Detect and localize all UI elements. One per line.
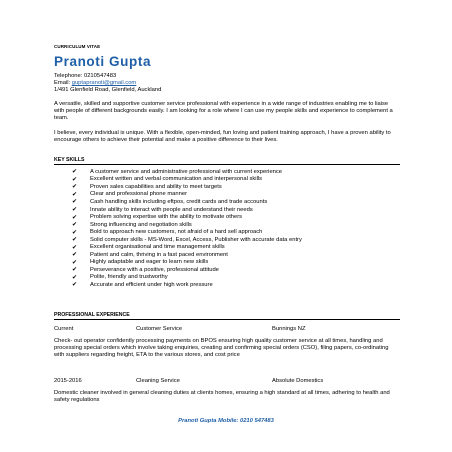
skill-item: [72, 259, 302, 267]
skill-text: Proven sales capabilities and ability to meet targets: [90, 183, 222, 190]
summary-paragraph-1: A versatile, skilled and supportive customer service professional with experience in a wide range of industries enabling me to liaise with people of different backgrounds easily. I am looking for a role where I can use my people skills and experience to complement a team.: [54, 101, 393, 122]
experience-divider: [54, 319, 400, 320]
candidate-name: Pranoti Gupta: [54, 54, 152, 69]
checkmark-icon: ✔: [72, 191, 78, 198]
footer-contact: Pranoti Gupta Mobile: 0210 547483: [178, 418, 274, 424]
skill-item: [72, 251, 302, 259]
job-1-period: Current: [54, 326, 74, 332]
skill-text: Accurate and efficient under high work pressure: [90, 281, 213, 288]
email-line: [54, 80, 136, 87]
skill-text: A customer service and administrative professional with current experience: [90, 168, 283, 175]
document-label: CURRICULUM VITAE: [54, 44, 101, 49]
key-skills-heading: KEY SKILLS: [54, 157, 85, 163]
email-link[interactable]: guptapranoti@gmail.com: [71, 80, 137, 86]
address-line: 1/491 Glenfield Road, Glenfield, Auckland: [54, 87, 162, 93]
checkmark-icon: ✔: [72, 169, 78, 176]
checkmark-icon: ✔: [72, 184, 78, 191]
checkmark-icon: ✔: [72, 267, 78, 274]
experience-heading: PROFESSIONAL EXPERIENCE: [54, 312, 130, 318]
skill-text: Solid computer skills - MS-Word, Excel, Access, Publisher with accurate data entry: [90, 236, 302, 243]
telephone-line: Telephone: 0210547483: [54, 73, 117, 79]
skill-text: Cash handling skills including eftpos, credit cards and trade accounts: [90, 198, 268, 205]
skill-text: Highly adaptable and eager to learn new skills: [90, 259, 209, 266]
job-1-role: Customer Service: [136, 326, 183, 332]
skill-item: [72, 168, 302, 176]
skill-text: Innate ability to interact with people and understand their needs: [90, 206, 253, 213]
checkmark-icon: ✔: [72, 282, 78, 289]
skill-item: [72, 191, 302, 199]
checkmark-icon: ✔: [72, 244, 78, 251]
skill-item: [72, 266, 302, 274]
skill-item: [72, 198, 302, 206]
skill-text: Problem solving expertise with the ability to motivate others: [90, 214, 243, 221]
skill-text: Patient and calm, thriving in a fast paced environment: [90, 251, 228, 258]
skill-text: Perseverance with a positive, professional attitude: [90, 266, 219, 273]
skill-item: [72, 183, 302, 191]
checkmark-icon: ✔: [72, 222, 78, 229]
skill-item: [72, 243, 302, 251]
checkmark-icon: ✔: [72, 274, 78, 281]
job-2-company: Absolute Domestics: [272, 378, 324, 384]
skill-text: Bold to approach new customers, not afraid of a hard sell approach: [90, 229, 263, 236]
job-1-description: Check- out operator confidently processing payments on BPOS ensuring high quality customer service at all times, handling and processing special orders which involve taking enquiries, creating and confirming special orders (CSO), filing papers, co-ordinating with suppliers regarding freight, ETA to the various stores, and cost price: [54, 338, 389, 359]
skill-item: [72, 228, 302, 236]
email-label: Email:: [54, 80, 72, 86]
checkmark-icon: ✔: [72, 199, 78, 206]
checkmark-icon: ✔: [72, 214, 78, 221]
checkmark-icon: ✔: [72, 259, 78, 266]
job-1-company: Bunnings NZ: [272, 326, 306, 332]
skill-text: Clear and professional phone manner: [90, 191, 187, 198]
skill-text: Strong influencing and negotiation skills: [90, 221, 192, 228]
job-2-period: 2015-2016: [54, 378, 82, 384]
checkmark-icon: ✔: [72, 237, 78, 244]
checkmark-icon: ✔: [72, 252, 78, 259]
skill-text: Polite, friendly and trustworthy: [90, 274, 168, 281]
skill-item: [72, 236, 302, 244]
skill-item: [72, 221, 302, 229]
skill-item: [72, 176, 302, 184]
skill-text: Excellent written and verbal communication and interpersonal skills: [90, 176, 263, 183]
key-skills-list: [72, 168, 302, 289]
skill-item: [72, 213, 302, 221]
skill-item: [72, 206, 302, 214]
skill-item: [72, 281, 302, 289]
skill-text: Excellent organisational and time management skills: [90, 244, 225, 251]
key-skills-divider: [54, 164, 400, 165]
checkmark-icon: ✔: [72, 207, 78, 213]
job-2-role: Cleaning Service: [136, 378, 180, 384]
summary-paragraph-2: I believe, every individual is unique. With a flexible, open-minded, fun loving and patient training approach, I have a proven ability to encourage others to achieve their potential and make a positive difference to their lives.: [54, 130, 391, 144]
checkmark-icon: ✔: [72, 229, 78, 236]
skill-item: [72, 274, 302, 282]
checkmark-icon: ✔: [72, 176, 78, 183]
job-2-description: Domestic cleaner involved in general cleaning duties at clients homes, ensuring a high standard at all times, adhering to health and safety regulations: [54, 390, 390, 404]
